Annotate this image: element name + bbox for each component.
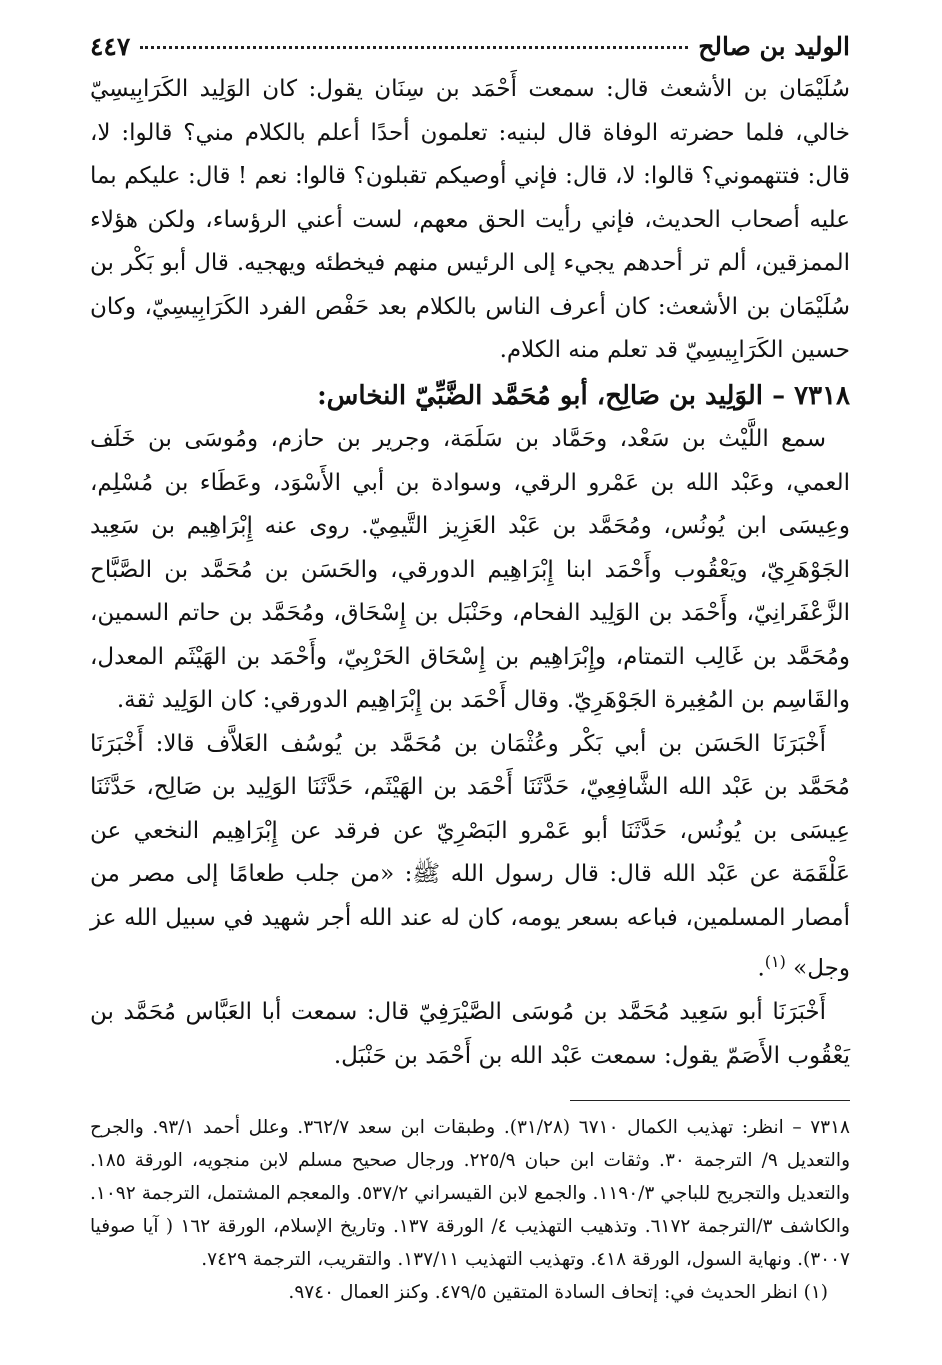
hadith-text: أَخْبَرَنَا الحَسَن بن أبي بَكْر وعُثْمَان بن مُحَمَّد بن يُوسُف العَلاَّف قالا: أَخْبَرَنَا مُحَمَّد بن عَبْد الله الشَّافِعِيّ، حَدَّثَنَا أَحْمَد بن الهَيْثَم، حَدَّثَنَا الوَلِيد بن صَالِح، حَدَّثَنَا عِيسَى بن يُونُس، حَدَّثَنَا أبو عَمْرو البَصْرِيّ عن فرقد عن إِبْرَاهِيم النخعي عن عَلْقَمَة عن عَبْد الله قال: قال رسول الله ﷺ: «من جلب طعامًا إلى مصر من أمصار المسلمين، فباعه بسعر يومه، كان له عند الله أجر شهيد في سبيل الله عز وجل» [90,730,850,982]
footnotes [90,1111,850,1309]
entry-biography: سمع اللَّيْث بن سَعْد، وحَمَّاد بن سَلَمَة، وجرير بن حازم، ومُوسَى بن خَلَف العمي، وعَبْد الله بن عَمْرو الرقي، وسوادة بن أبي الأَسْوَد، وعَطَاء بن مُسْلِم، وعِيسَى ابن يُونُس، ومُحَمَّد بن عَبْد العَزِيز التَّيمِيّ. روى عنه إِبْرَاهِيم بن سَعِيد الجَوْهَرِيّ، ويَعْقُوب وأَحْمَد ابنا إِبْرَاهِيم الدورقي، والحَسَن بن مُحَمَّد بن الصَّبَّاح الزَّعْفَرانِيّ، وأَحْمَد بن الوَلِيد الفحام، وحَنْبَل بن إِسْحَاق، ومُحَمَّد بن حاتم السمين، ومُحَمَّد بن غَالِب التمتام، وإِبْرَاهِيم بن إِسْحَاق الحَرْبِيّ، وأَحْمَد بن الهَيْثَم المعدل، والقَاسِم بن المُغِيرة الجَوْهَرِيّ. وقال أَحْمَد بن إِبْرَاهِيم الدورقي: كان الوَلِيد ثقة. [90,426,850,713]
main-text [90,68,850,1078]
footnote-separator [570,1100,850,1101]
footnote-1: (١) انظر الحديث في: إتحاف السادة المتقين ٤٧٩/٥. وكنز العمال ٩٧٤٠. [288,1282,828,1304]
hadith-footnote-marker: (١) [764,952,786,971]
leader-dots [140,46,688,49]
closing-paragraph: أَخْبَرَنَا أبو سَعِيد مُحَمَّد بن مُوسَى الصَّيْرَفِيّ قال: سمعت أبا العَبَّاس مُحَمَّد بن يَعْقُوب الأَصَمّ يقول: سمعت عَبْد الله بن أَحْمَد بن حَنْبَل. [90,999,850,1069]
page-number: ٤٤٧ [90,32,131,61]
book-page [90,30,850,1309]
footnote-sources: ٧٣١٨ – انظر: تهذيب الكمال ٦٧١٠ (٣١/٢٨). وطبقات ابن سعد ٣٦٢/٧. وعلل أحمد ٩٣/١. والجرح والتعديل ٩/ الترجمة ٣٠. وثقات ابن حبان ٢٢٥/٩. ورجال صحيح مسلم لابن منجويه، الورقة ١٨٥. والتعديل والتجريح للباجي ١١٩٠/٣. والجمع لابن القيسراني ٥٣٧/٢. والمعجم المشتمل، الترجمة ١٠٩٢. والكاشف ٣/الترجمة ٦١٧٢. وتذهيب التهذيب ٤/ الورقة ١٣٧. وتاريخ الإسلام، الورقة ١٦٢ ( آيا صوفيا ٣٠٠٧). ونهاية السول، الورقة ٤١٨. وتهذيب التهذيب ١٣٧/١١. والتقريب، الترجمة ٧٤٢٩. [90,1117,851,1271]
running-title: الوليد بن صالح [698,32,850,61]
continued-paragraph: سُلَيْمَان بن الأشعث قال: سمعت أَحْمَد بن سِنَان يقول: كان الوَلِيد الكَرَابِيسِيّ خالي، فلما حضرته الوفاة قال لبنيه: تعلمون أحدًا أعلم بالكلام مني؟ قالوا: لا، قال: فتتهموني؟ قالوا: لا، قال: فإني أوصيكم تقبلون؟ قالوا: نعم ! قال: عليكم بما عليه أصحاب الحديث، فإني رأيت الحق معهم، لست أعني الرؤساء، ولكن هؤلاء الممزقين، ألم تر أحدهم يجيء إلى الرئيس منهم فيخطئه ويهجيه. قال أبو بَكْر بن سُلَيْمَان بن الأشعث: كان أعرف الناس بالكلام بعد حَفْص الفرد الكَرَابِيسِيّ، وكان حسين الكَرَابِيسِيّ قد تعلم منه الكلام. [90,76,850,363]
entry-heading: ٧٣١٨ – الوَلِيد بن صَالِح، أبو مُحَمَّد الضَّبِّيّ النخاس: [317,380,850,411]
hadith-paragraph: أَخْبَرَنَا الحَسَن بن أبي بَكْر وعُثْمَان بن مُحَمَّد بن يُوسُف العَلاَّف قالا: أَخْبَرَنَا مُحَمَّد بن عَبْد الله الشَّافِعِيّ، حَدَّثَنَا أَحْمَد بن الهَيْثَم، حَدَّثَنَا الوَلِيد بن صَالِح، حَدَّثَنَا عِيسَى بن يُونُس، حَدَّثَنَا أبو عَمْرو البَصْرِيّ عن فرقد عن إِبْرَاهِيم النخعي عن عَلْقَمَة عن عَبْد الله قال: قال رسول الله ﷺ: «من جلب طعامًا إلى مصر من أمصار المسلمين، فباعه بسعر يومه، كان له عند الله أجر شهيد في سبيل الله عز وجل» $^{(١)}$. [90,730,850,982]
running-header [90,30,850,64]
